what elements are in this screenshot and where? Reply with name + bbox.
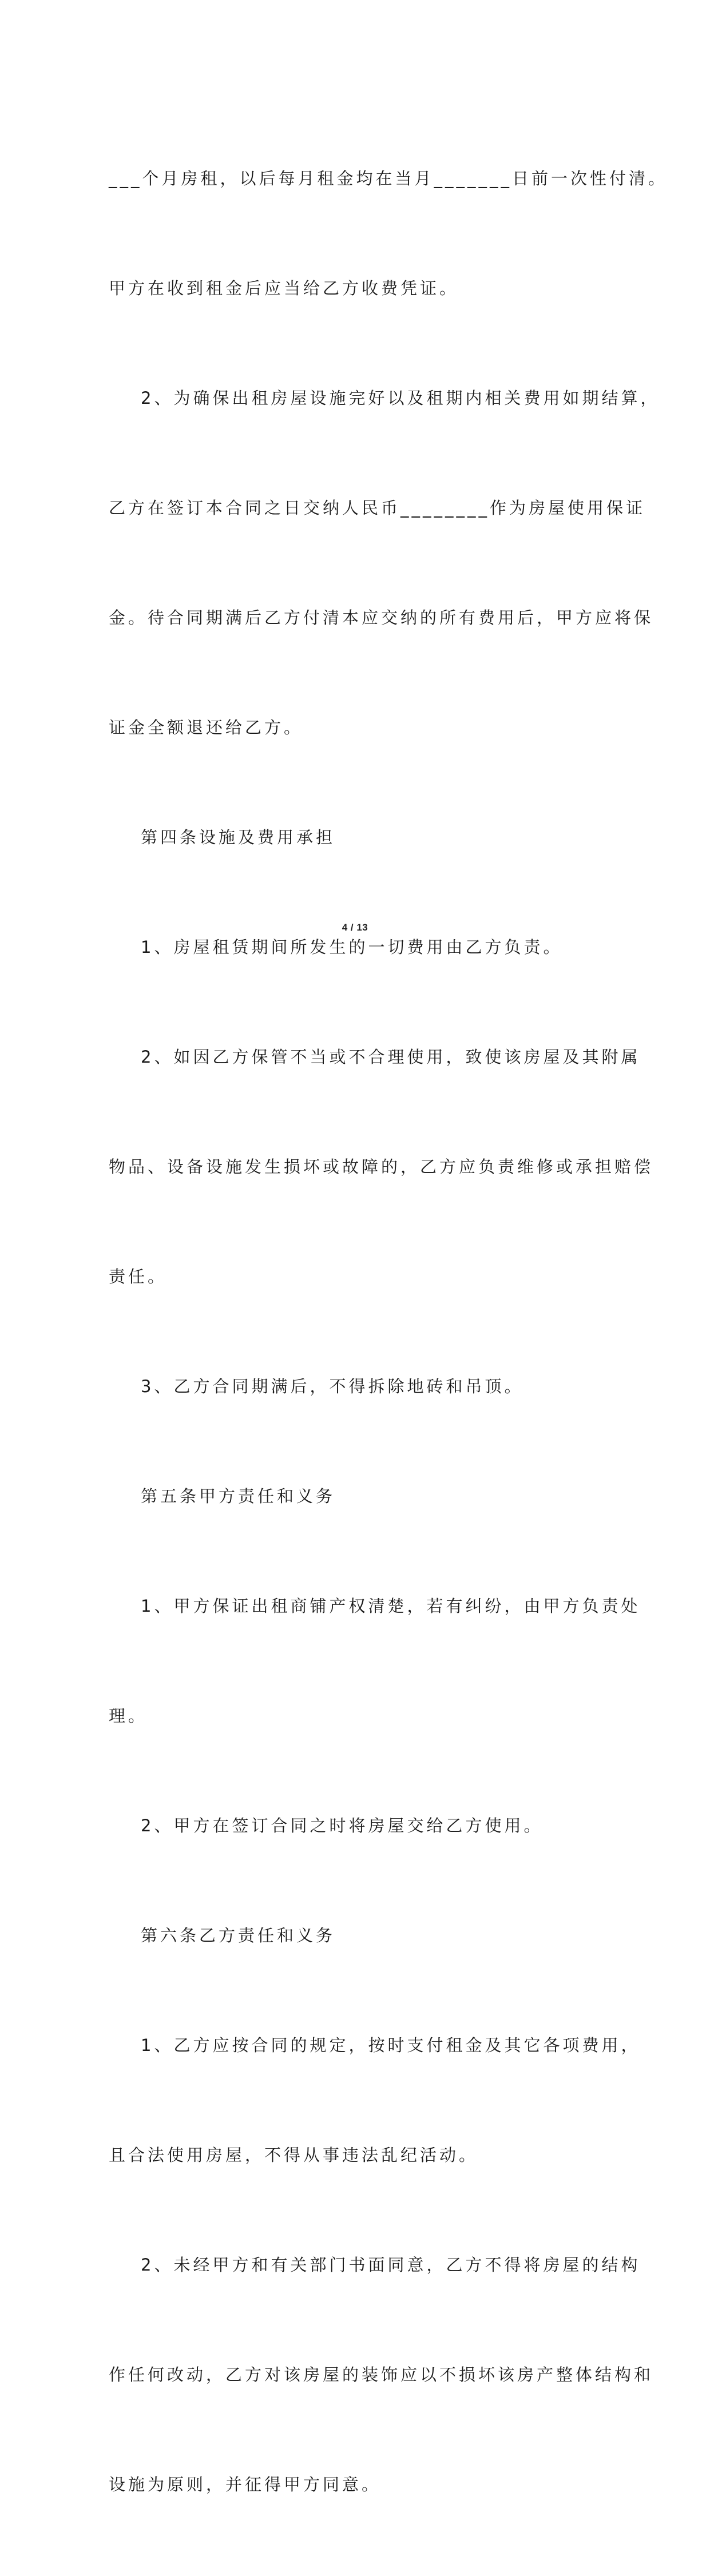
section-heading: 第六条乙方责任和义务 [141,1926,336,1945]
text-line: 作任何改动，乙方对该房屋的装饰应以不损坏该房产整体结构和 [109,2365,654,2384]
text-line: ___个月房租，以后每月租金均在当月_______日前一次性付清。 [109,169,668,188]
text-line: 1、房屋租赁期间所发生的一切费用由乙方负责。 [141,937,563,957]
text-line: 理。 [109,1706,148,1726]
section-heading: 第四条设施及费用承担 [141,828,336,847]
document-body [109,87,668,2576]
text-line: 证金全额退还给乙方。 [109,718,304,737]
text-line: 物品、设备设施发生损坏或故障的，乙方应负责维修或承担赔偿 [109,1157,654,1176]
page-number: 4 / 13 [342,922,368,933]
text-line: 且合法使用房屋，不得从事违法乱纪活动。 [109,2145,479,2165]
text-line: 甲方在收到租金后应当给乙方收费凭证。 [109,279,459,298]
text-line: 乙方在签订本合同之日交纳人民币________作为房屋使用保证 [109,498,646,518]
text-line: 2、为确保出租房屋设施完好以及租期内相关费用如期结算， [141,388,660,408]
text-line: 2、如因乙方保管不当或不合理使用，致使该房屋及其附属 [141,1047,641,1067]
text-line: 2、未经甲方和有关部门书面同意，乙方不得将房屋的结构 [141,2255,641,2275]
section-heading: 第五条甲方责任和义务 [141,1486,336,1506]
text-line: 3、乙方合同期满后，不得拆除地砖和吊顶。 [141,1377,524,1396]
body-text [109,87,668,2576]
text-line: 责任。 [109,1267,168,1286]
text-line: 2、甲方在签订合同之时将房屋交给乙方使用。 [141,1816,544,1835]
text-line: 设施为原则，并征得甲方同意。 [109,2475,382,2494]
text-line: 金。待合同期满后乙方付清本应交纳的所有费用后，甲方应将保 [109,608,654,627]
text-line: 1、乙方应按合同的规定，按时支付租金及其它各项费用， [141,2036,641,2055]
text-line: 1、甲方保证出租商铺产权清楚，若有纠纷，由甲方负责处 [141,1596,641,1616]
